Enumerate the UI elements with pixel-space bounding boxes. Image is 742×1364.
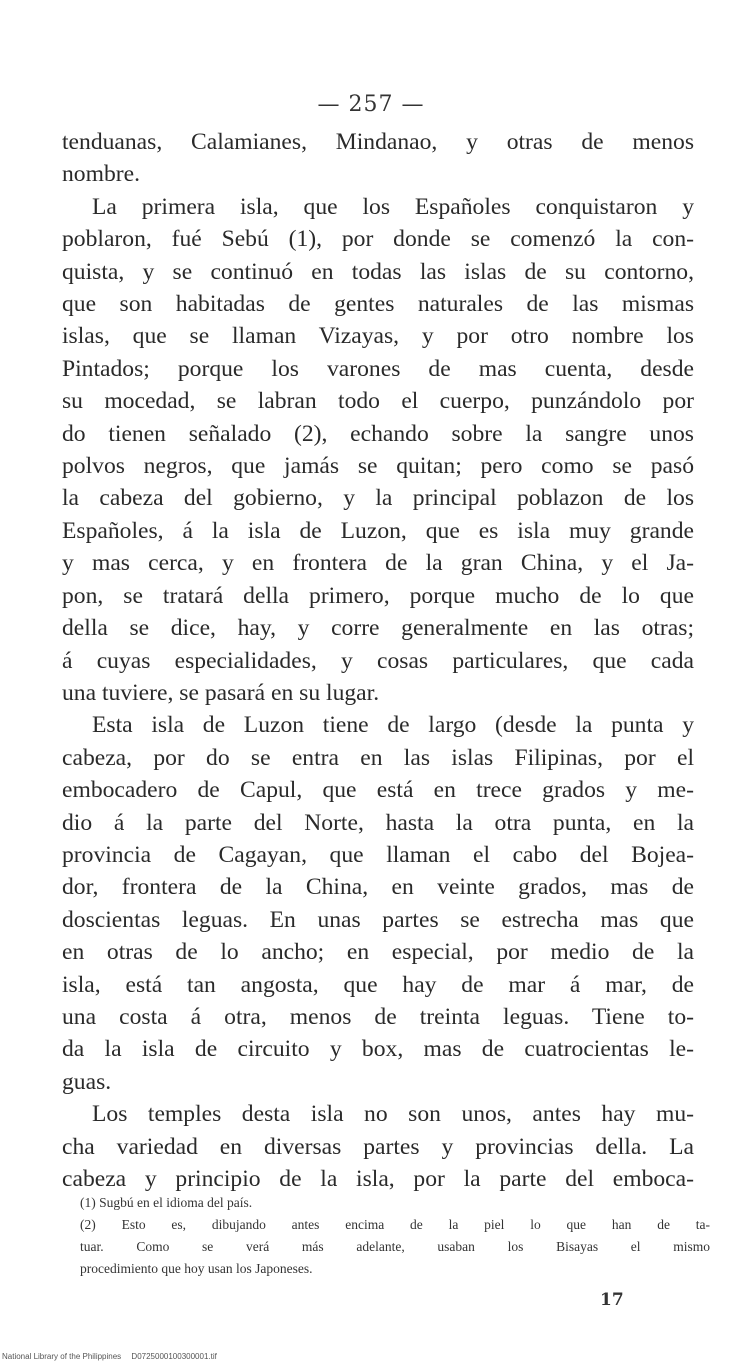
footer-label xyxy=(2,1352,225,1361)
body-line: que son habitadas de gentes naturales de las mismas xyxy=(62,291,694,318)
footer-library: National Library of the Philippines xyxy=(2,1352,122,1361)
body-line: doscientas leguas. En unas partes se estrecha mas que xyxy=(62,906,694,933)
footer-image-id: D0725000100300001.tif xyxy=(131,1352,217,1361)
footnote-line: (1) Sugbú en el idioma del país. xyxy=(80,1195,253,1210)
body-line: polvos negros, que jamás se quitan; pero como se pasó xyxy=(62,453,694,480)
body-line: y mas cerca, y en frontera de la gran China, y el Ja- xyxy=(62,550,694,577)
body-line: cha variedad en diversas partes y provincias della. La xyxy=(62,1133,694,1160)
body-line: provincia de Cagayan, que llaman el cabo del Bojea- xyxy=(62,841,694,868)
page-number: 17 xyxy=(600,1290,624,1310)
running-head: — 257 — xyxy=(317,92,425,117)
body-line: guas. xyxy=(62,1068,112,1095)
body-line: Españoles, á la isla de Luzon, que es isla muy grande xyxy=(62,517,694,544)
body-line: una tuviere, se pasará en su lugar. xyxy=(62,679,380,706)
footnote-line: (2) Esto es, dibujando antes encima de la piel lo que han de ta- xyxy=(80,1217,710,1232)
body-line: della se dice, hay, y corre generalmente en las otras; xyxy=(62,615,694,642)
body-line: á cuyas especialidades, y cosas particulares, que cada xyxy=(62,647,694,674)
body-line: dio á la parte del Norte, hasta la otra punta, en la xyxy=(62,809,694,836)
body-line: cabeza, por do se entra en las islas Filipinas, por el xyxy=(62,744,694,771)
body-line: dor, frontera de la China, en veinte grados, mas de xyxy=(62,874,694,901)
body-line: Esta isla de Luzon tiene de largo (desde la punta y xyxy=(92,712,694,739)
body-line: poblaron, fué Sebú (1), por donde se comenzó la con- xyxy=(62,226,694,253)
body-line: cabeza y principio de la isla, por la parte del emboca- xyxy=(62,1166,694,1192)
body-line: Pintados; porque los varones de mas cuenta, desde xyxy=(62,355,694,382)
body-line: pon, se tratará della primero, porque mucho de lo que xyxy=(62,582,694,609)
body-text xyxy=(62,126,694,1195)
body-line: una costa á otra, menos de treinta leguas. Tiene to- xyxy=(62,1003,694,1030)
footnote-line: tuar. Como se verá más adelante, usaban los Bisayas el mismo xyxy=(80,1239,710,1254)
body-line: quista, y se continuó en todas las islas de su contorno, xyxy=(62,258,694,285)
body-line: da la isla de circuito y box, mas de cuatrocientas le- xyxy=(62,1036,694,1063)
body-line: do tienen señalado (2), echando sobre la sangre unos xyxy=(62,420,694,447)
body-line: islas, que se llaman Vizayas, y por otro nombre los xyxy=(62,323,694,350)
body-line: en otras de lo ancho; en especial, por medio de la xyxy=(62,939,694,966)
footnotes xyxy=(80,1192,710,1280)
footnote-line: procedimiento que hoy usan los Japoneses. xyxy=(80,1261,313,1276)
body-line: embocadero de Capul, que está en trece grados y me- xyxy=(62,777,694,804)
body-line: la cabeza del gobierno, y la principal poblazon de los xyxy=(62,485,694,512)
body-line: tenduanas, Calamianes, Mindanao, y otras de menos xyxy=(62,129,694,155)
body-line: La primera isla, que los Españoles conquistaron y xyxy=(92,193,694,220)
body-line: isla, está tan angosta, que hay de mar á mar, de xyxy=(62,971,694,998)
body-line: Los temples desta isla no son unos, antes hay mu- xyxy=(92,1101,694,1128)
body-line: su mocedad, se labran todo el cuerpo, punzándolo por xyxy=(62,388,694,415)
body-line: nombre. xyxy=(62,161,140,188)
